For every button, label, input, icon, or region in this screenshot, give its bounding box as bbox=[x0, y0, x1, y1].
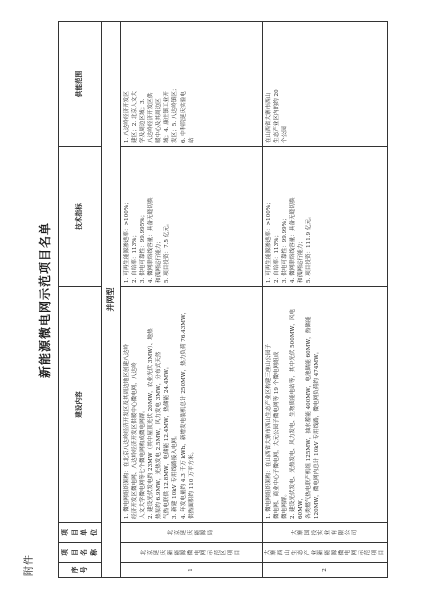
header-unit: 项目单位 bbox=[59, 523, 102, 543]
row-indicators bbox=[262, 147, 388, 287]
indicator-line: 4. 微网联络线容量：具备无缝切换 bbox=[148, 197, 155, 283]
section-label: 并网型 bbox=[102, 22, 121, 578]
indicator-line: 3. 供电可靠性：99.99%； bbox=[282, 215, 288, 283]
content-line: 1. 微电网组织架构：在山西省大寨市西山生态产业区构建三座山公园子 bbox=[265, 344, 272, 519]
table-row bbox=[262, 22, 388, 578]
row-scope bbox=[262, 22, 388, 147]
indicator-line: 2. 自给率：113%； bbox=[131, 231, 138, 283]
indicator-line: 3. 供电可靠性：99.995%； bbox=[140, 211, 146, 283]
content-line: 微电网、商业中心子微电网，大元公园子微电网等 19 个微电网组成 bbox=[273, 351, 280, 519]
indicator-line: 2. 自给率：113%； bbox=[273, 231, 280, 283]
row-project-unit: 大寨国投实业有限公司 bbox=[262, 523, 388, 543]
header-indicators: 技术指标 bbox=[59, 147, 102, 287]
document-title: 新能源微电网示范项目名单 bbox=[38, 222, 52, 379]
content-line: 2. 建设光伏发电、光热发电、风力发电、生物质能电站等，其中光伏 500MW，风电 60MW， bbox=[290, 308, 305, 519]
row-index: 1 bbox=[120, 563, 262, 578]
row-project-unit: 北京延庆能源局 bbox=[120, 523, 262, 543]
scope-line: 暖中心及其周边区 bbox=[156, 98, 163, 143]
scope-line: 域；4. 康庄镇工业开 bbox=[164, 91, 171, 143]
header-content: 建设内容 bbox=[59, 287, 102, 523]
indicator-line: 1. 可再生能源渗透率：>100%； bbox=[265, 199, 272, 283]
content-line: 2. 建设光伏发电约 23MW（其中屋顶光伏 20MW，农业光伏 3MW）、地热 bbox=[148, 328, 155, 519]
scope-line: 1. 八达岭经济开发区 bbox=[123, 91, 130, 143]
indicator-line: 5. 项目投资：7.5 亿元。 bbox=[164, 220, 171, 283]
content-line: 各类燃气热电联产机组 125MW，抽水蓄能 400MW，电池储能 60MW，热储能 bbox=[306, 316, 313, 519]
indicator-line: 1. 可再生能源渗透率：>100%； bbox=[123, 199, 130, 283]
scope-line: 在山西省大寨市西山 bbox=[265, 92, 272, 143]
section-row bbox=[102, 22, 121, 578]
indicator-line: 4. 微网联络线容量：具备无缝切换 bbox=[290, 197, 297, 283]
content-line: 人文大学微电网等七个微电网构成微电网群。 bbox=[140, 407, 146, 519]
row-index: 2 bbox=[262, 563, 388, 578]
content-line: 4. 年发电量约 4.3 千万 kWh，新增发电装机总计 250MW，热力负荷 76.43MW， bbox=[180, 308, 187, 519]
row-indicators bbox=[120, 147, 262, 287]
content-line: 气热电联供 12.8MW，电储能 12.4MW，热储能 24.4MW。 bbox=[164, 363, 171, 519]
scope-line: 学及周边区域；3. bbox=[140, 98, 146, 143]
row-scope bbox=[120, 22, 262, 147]
indicator-line: 和孤网运行能力； bbox=[156, 238, 163, 283]
scope-line: 八达岭经济开发区供 bbox=[148, 92, 155, 143]
scope-line: 发区；5. 八达岭镇区； bbox=[172, 85, 179, 143]
scope-line: 个公园 bbox=[282, 126, 288, 143]
row-project-name: 大寨西山生态产业新能源微电网示范项目 bbox=[262, 543, 388, 563]
table-row bbox=[120, 22, 262, 578]
scope-line: 站 bbox=[188, 137, 195, 143]
content-line: 供热面积约 110 万平方米。 bbox=[188, 448, 195, 519]
content-line: 经济开发区微电网、八达岭经济开发区供暖中心微电网，八达岭 bbox=[131, 362, 138, 519]
scope-line: 生态产业区内的约 20 bbox=[273, 89, 280, 143]
content-line: 1. 微电网组织架构：在北京八达岭经济开发区及其周边地区创建八达岭 bbox=[123, 344, 130, 519]
row-project-name: 北京延庆新能源微电网示范区项目 bbox=[120, 543, 262, 563]
indicator-line: 5. 项目投资：111.9 亿元。 bbox=[306, 213, 313, 283]
rotated-page bbox=[20, 22, 404, 578]
scope-line: 建区；2. 北京人文大 bbox=[131, 91, 138, 143]
project-table bbox=[58, 21, 388, 578]
row-content bbox=[120, 287, 262, 523]
header-row bbox=[59, 22, 102, 578]
header-name: 项目名称 bbox=[59, 543, 102, 563]
content-line: 微电网群。 bbox=[282, 491, 288, 519]
header-index: 序号 bbox=[59, 563, 102, 578]
row-content bbox=[262, 287, 388, 523]
content-line: 120MW，微电网内总计 10kV 专用线路，微电网负荷约 474MW。 bbox=[314, 348, 321, 519]
header-scope: 供能范围 bbox=[59, 22, 102, 147]
attachment-label: 附件 bbox=[24, 554, 35, 576]
indicator-line: 和孤网运行能力； bbox=[298, 238, 305, 283]
content-line: 热泵约 6.9MW，光热发电 2.5MW，风力发电 3MW，分布式天然 bbox=[156, 351, 163, 519]
scope-line: 6. 中科院延庆实验电 bbox=[180, 91, 187, 143]
content-line: 3. 新建 10kV 专用线路接入电网。 bbox=[172, 432, 179, 519]
